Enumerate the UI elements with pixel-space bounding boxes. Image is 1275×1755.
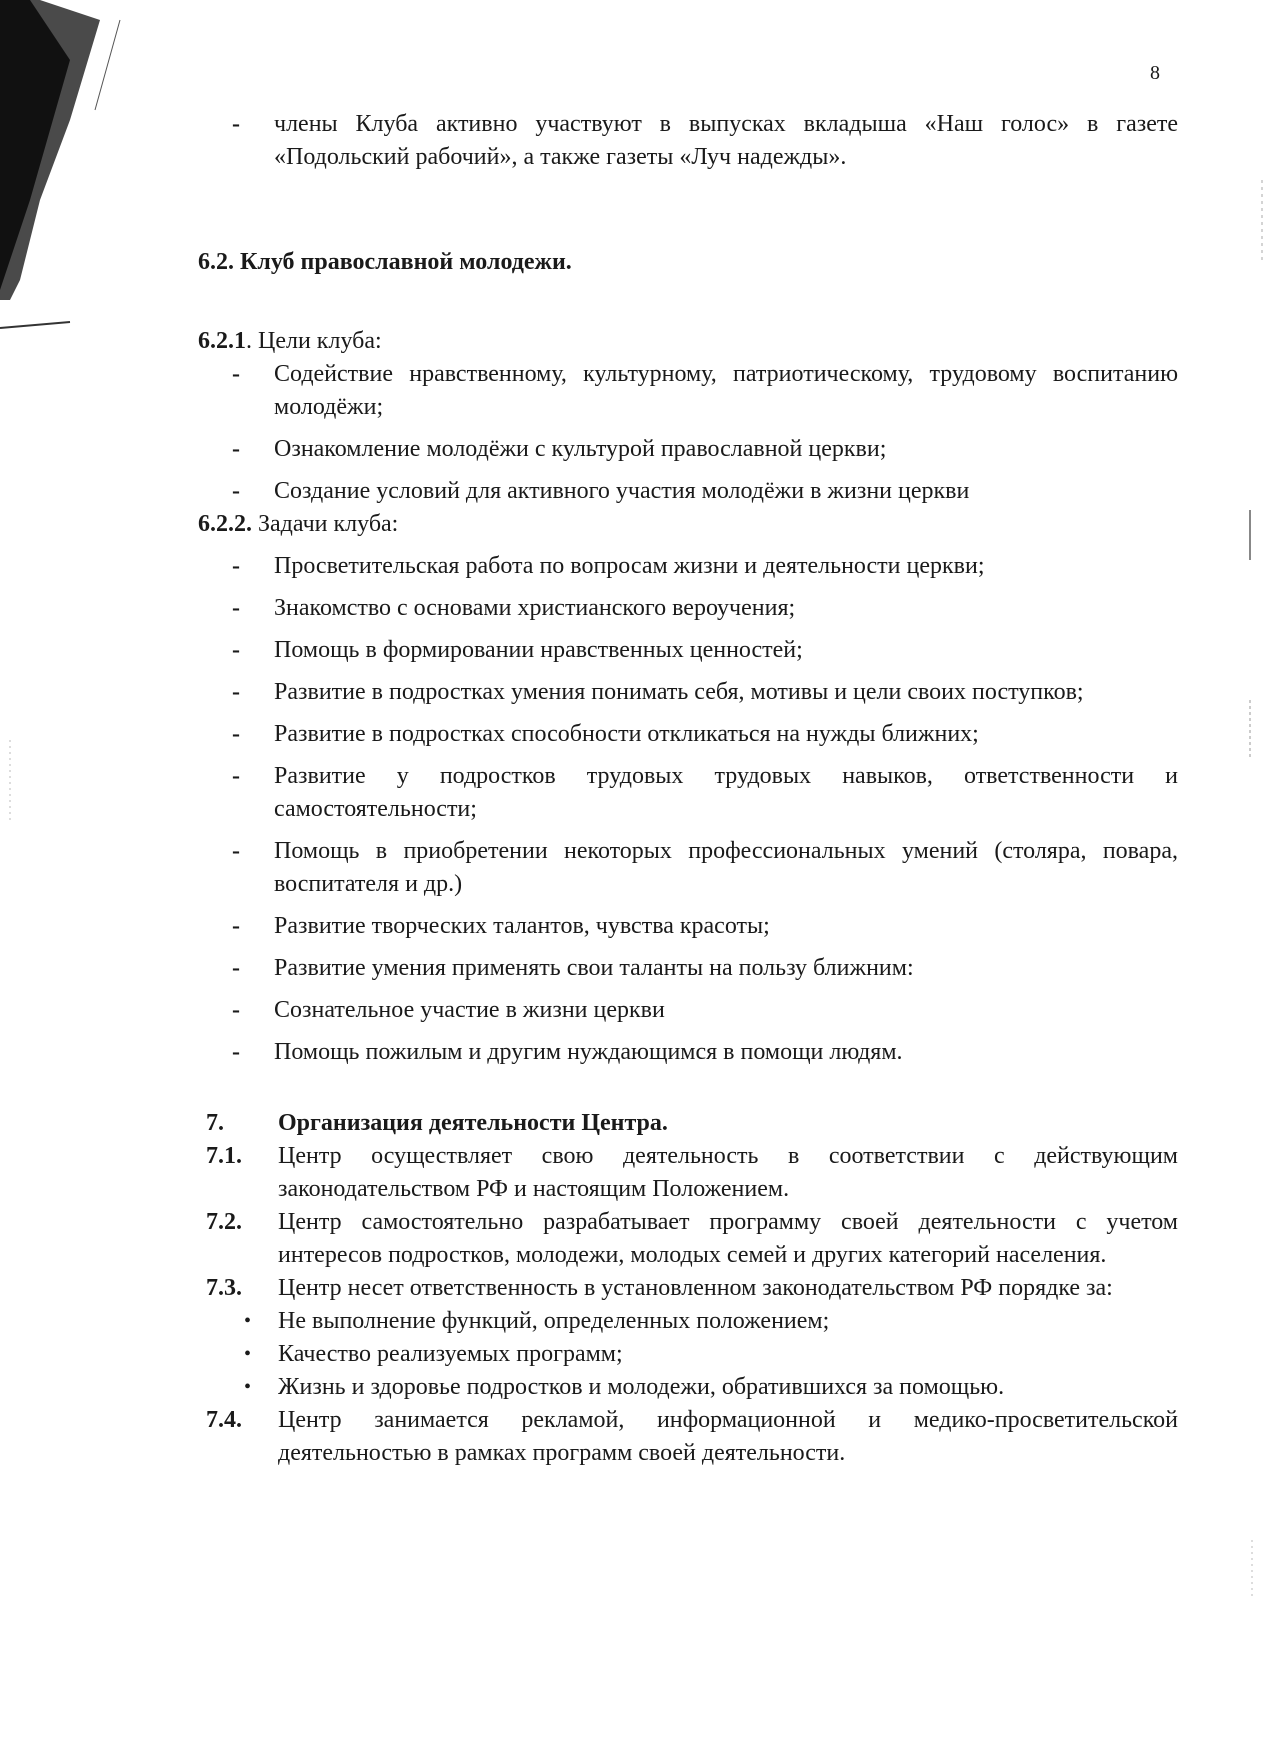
bullet-item — [198, 1305, 1178, 1338]
item-number: 7.3. — [206, 1275, 242, 1301]
list-item-text: Развитие творческих талантов, чувства красоты; — [274, 913, 770, 939]
item-text: Центр осуществляет свою деятельность в соответствии с действующим законодательством РФ и настоящим Положением. — [278, 1143, 1178, 1202]
dash-marker: - — [232, 679, 240, 705]
dash-marker: - — [232, 1039, 240, 1065]
subsection-label: Задачи клуба: — [252, 511, 399, 537]
bullet-text: Не выполнение функций, определенных положением; — [278, 1308, 830, 1334]
item-text: Центр несет ответственность в установленном законодательством РФ порядке за: — [278, 1275, 1113, 1301]
list-item-text: Помощь в приобретении некоторых профессиональных умений (столяра, повара, воспитателя и др.) — [274, 838, 1178, 897]
subsection-heading-goals — [198, 325, 1178, 358]
list-item — [198, 760, 1178, 826]
list-item — [198, 550, 1178, 583]
numbered-item — [198, 1272, 1178, 1305]
dash-marker: - — [232, 637, 240, 663]
list-item — [198, 634, 1178, 667]
dash-marker: - — [232, 436, 240, 462]
list-item — [198, 433, 1178, 466]
dash-marker: - — [232, 838, 240, 864]
subsection-number: 6.2.1 — [198, 328, 246, 354]
item-text: Центр самостоятельно разрабатывает программу своей деятельности с учетом интересов подростков, молодежи, молодых семей и других категорий населения. — [278, 1209, 1178, 1268]
list-item — [198, 108, 1178, 174]
list-item-text: Развитие у подростков трудовых трудовых навыков, ответственности и самостоятельности; — [274, 763, 1178, 822]
list-item-text: Создание условий для активного участия молодёжи в жизни церкви — [274, 478, 970, 504]
item-number: 7.1. — [206, 1143, 242, 1169]
document-body — [198, 108, 1178, 1470]
list-item-text: Развитие в подростках умения понимать себя, мотивы и цели своих поступков; — [274, 679, 1084, 705]
dash-marker: - — [232, 595, 240, 621]
dash-marker: - — [232, 553, 240, 579]
list-item — [198, 475, 1178, 508]
dash-marker: - — [232, 111, 240, 137]
list-item — [198, 994, 1178, 1027]
dash-marker: - — [232, 721, 240, 747]
section-heading-7 — [198, 1107, 1178, 1140]
bullet-marker: • — [244, 1376, 252, 1398]
list-item-text: Содействие нравственному, культурному, патриотическому, трудовому воспитанию молодёжи; — [274, 361, 1178, 420]
dash-marker: - — [232, 361, 240, 387]
subsection-number: 6.2.2. — [198, 511, 252, 537]
bullet-item — [198, 1338, 1178, 1371]
dash-marker: - — [232, 997, 240, 1023]
bullet-item — [198, 1371, 1178, 1404]
list-item — [198, 592, 1178, 625]
section-title: Организация деятельности Центра. — [278, 1110, 668, 1136]
list-item-text: Помощь в формировании нравственных ценностей; — [274, 637, 803, 663]
bullet-marker: • — [244, 1310, 252, 1332]
section-heading: 6.2. Клуб православной молодежи. — [198, 249, 572, 275]
list-item — [198, 835, 1178, 901]
list-item-text: Знакомство с основами христианского вероучения; — [274, 595, 796, 621]
list-item — [198, 910, 1178, 943]
numbered-item — [198, 1140, 1178, 1206]
section-number: 7. — [206, 1110, 224, 1136]
list-item-text: Просветительская работа по вопросам жизни и деятельности церкви; — [274, 553, 985, 579]
dash-marker: - — [232, 763, 240, 789]
subsection-heading-tasks — [198, 508, 1178, 541]
dash-marker: - — [232, 955, 240, 981]
numbered-item — [198, 1206, 1178, 1272]
list-item — [198, 358, 1178, 424]
subsection-label: . Цели клуба: — [246, 328, 382, 354]
item-number: 7.2. — [206, 1209, 242, 1235]
dash-marker: - — [232, 478, 240, 504]
list-item-text: члены Клуба активно участвуют в выпусках вкладыша «Наш голос» в газете «Подольский рабочий», а также газеты «Луч надежды». — [274, 111, 1178, 170]
list-item-text: Развитие умения применять свои таланты на пользу ближним: — [274, 955, 914, 981]
bullet-text: Жизнь и здоровье подростков и молодежи, обратившихся за помощью. — [278, 1374, 1005, 1400]
list-item-text: Ознакомление молодёжи с культурой православной церкви; — [274, 436, 887, 462]
item-text: Центр занимается рекламой, информационной и медико-просветительской деятельностью в рамках программ своей деятельности. — [278, 1407, 1178, 1466]
bullet-marker: • — [244, 1343, 252, 1365]
item-number: 7.4. — [206, 1407, 242, 1433]
numbered-item — [198, 1404, 1178, 1470]
list-item-text: Сознательное участие в жизни церкви — [274, 997, 665, 1023]
dash-marker: - — [232, 913, 240, 939]
list-item — [198, 718, 1178, 751]
list-item — [198, 676, 1178, 709]
list-item — [198, 952, 1178, 985]
list-item — [198, 1036, 1178, 1069]
page-number: 8 — [1150, 62, 1160, 84]
bullet-text: Качество реализуемых программ; — [278, 1341, 623, 1367]
list-item-text: Помощь пожилым и другим нуждающимся в помощи людям. — [274, 1039, 903, 1065]
list-item-text: Развитие в подростках способности откликаться на нужды ближних; — [274, 721, 979, 747]
